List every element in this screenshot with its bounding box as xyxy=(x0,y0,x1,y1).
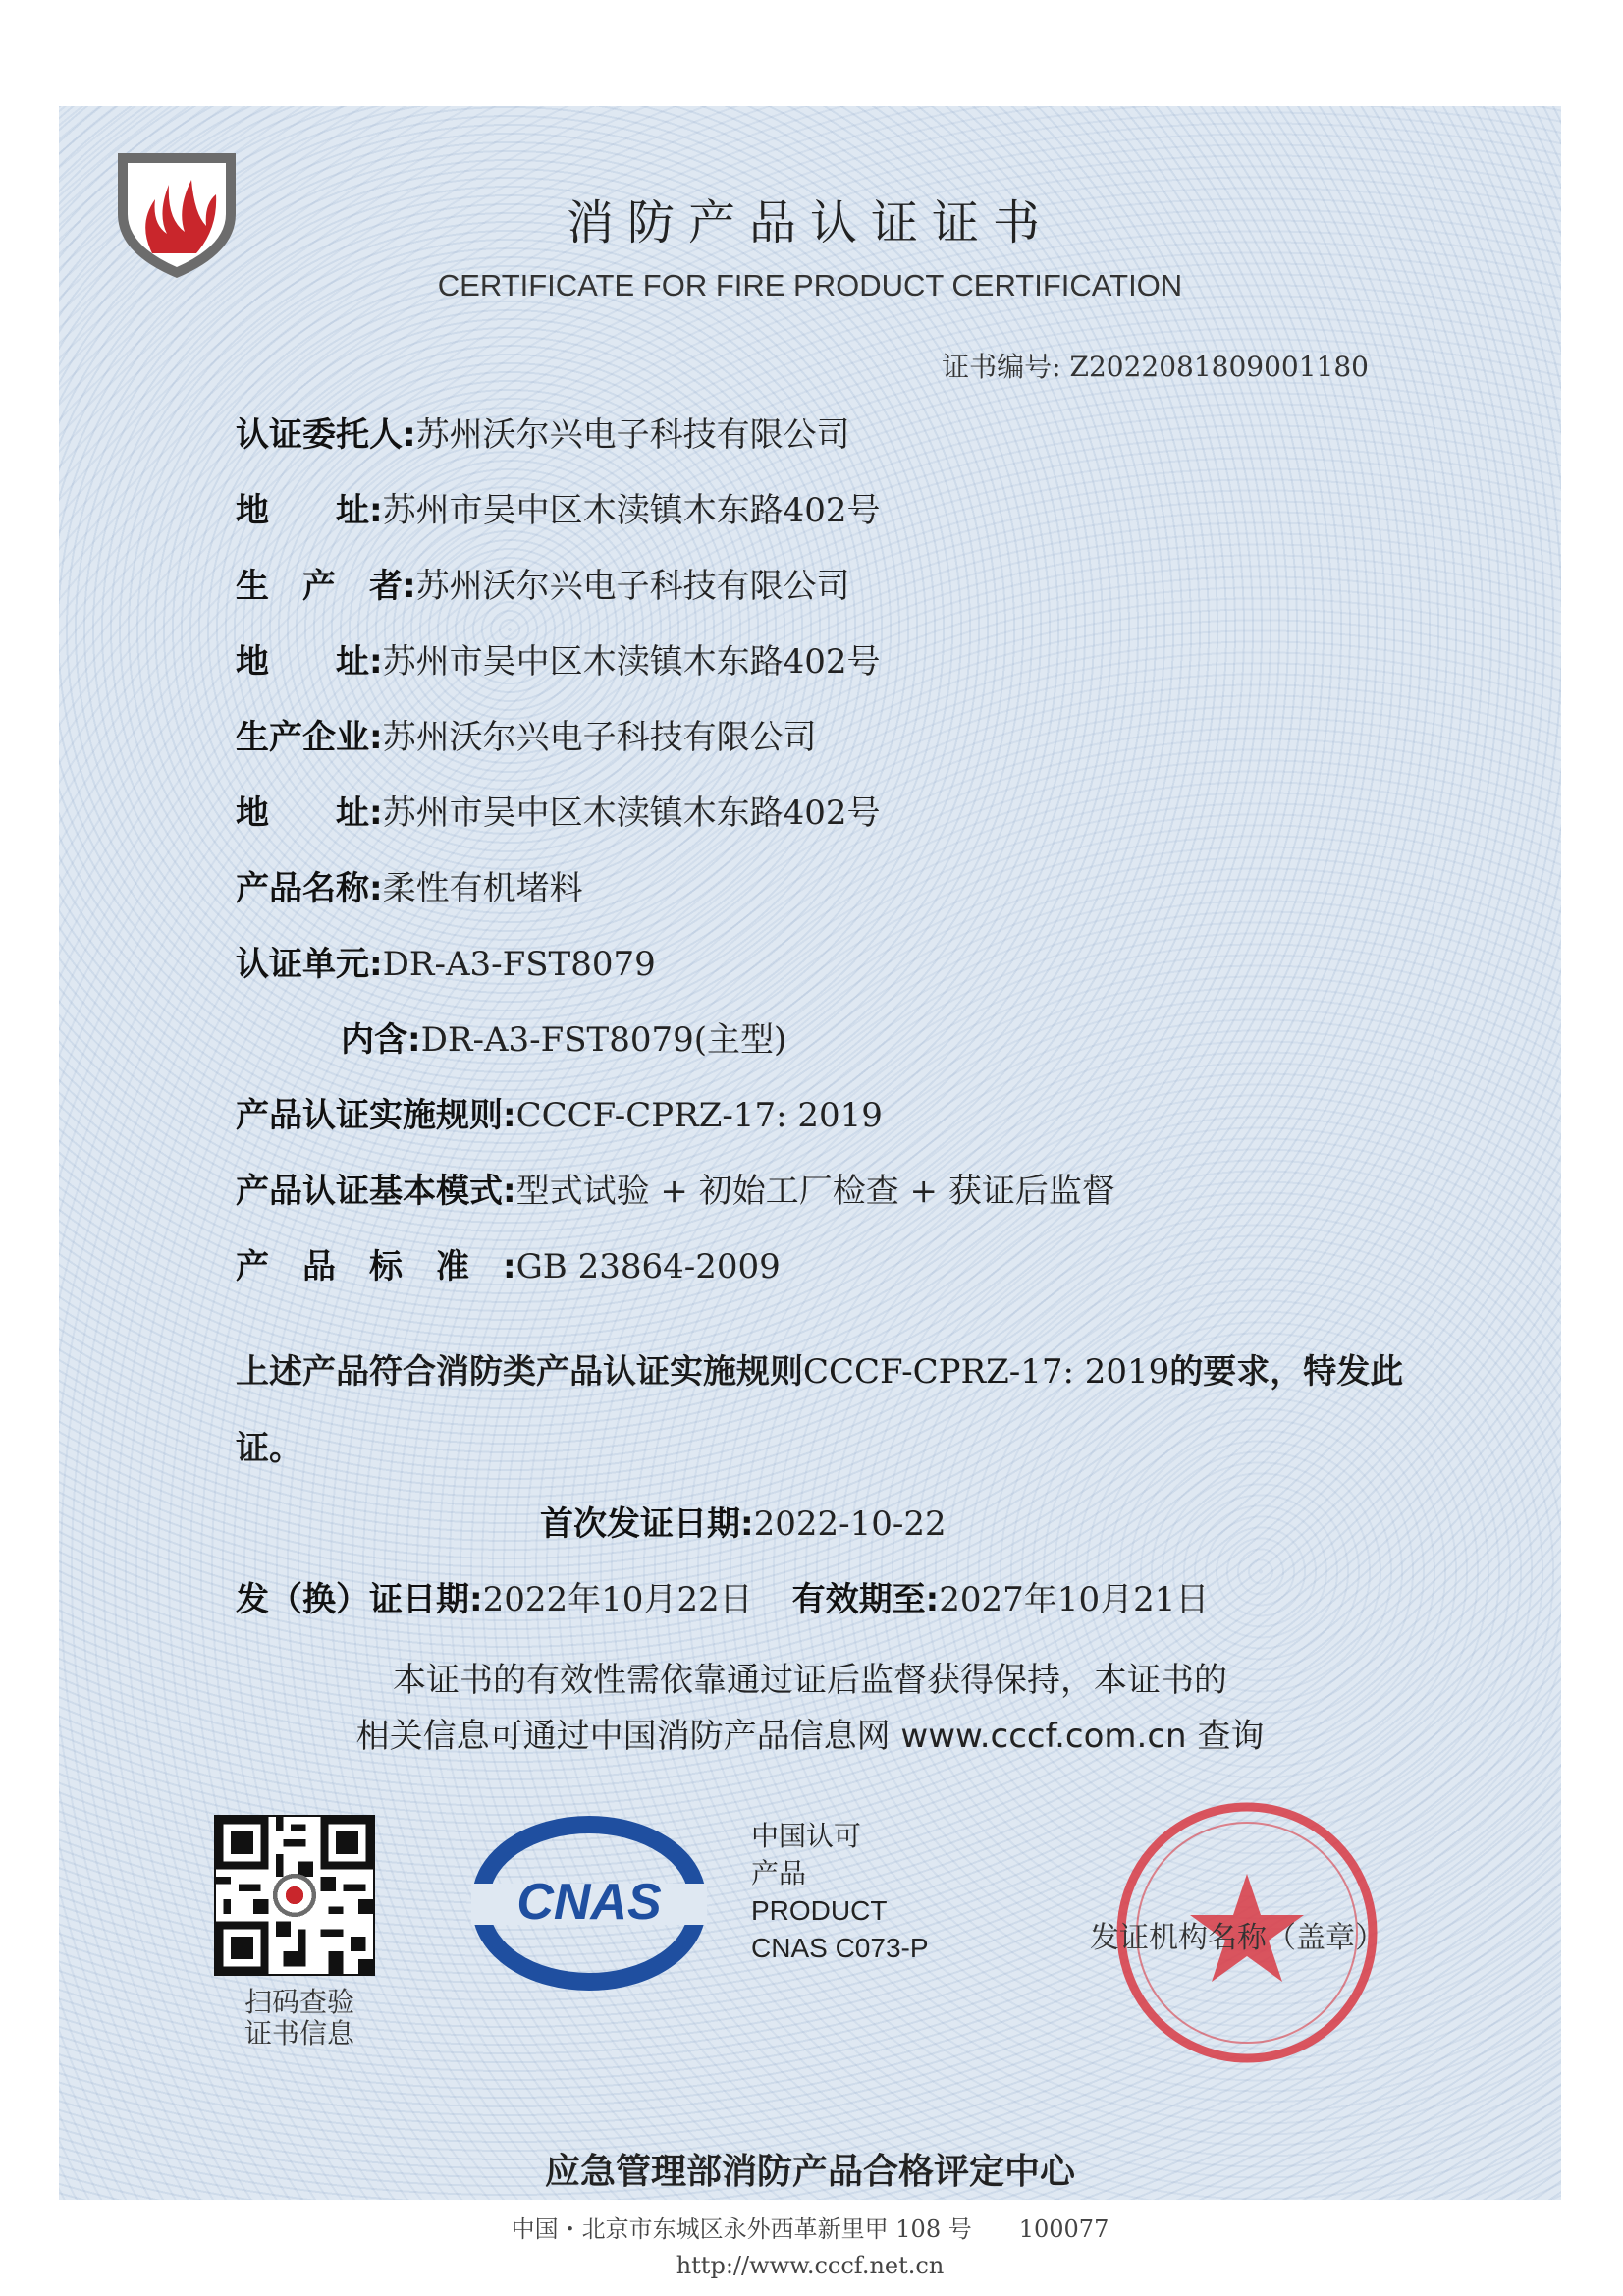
field-label: 地 址: xyxy=(236,642,383,682)
qr-caption: 扫码查验证书信息 xyxy=(243,1986,354,2050)
valid-until-label: 有效期至: xyxy=(791,1580,940,1619)
field-label: 生产企业: xyxy=(236,718,383,757)
issuer-name-label: 发证机构名称（盖章） xyxy=(1090,1921,1384,1955)
conclusion-part1: 上述产品符合消防类产品认证实施规则 xyxy=(236,1352,803,1392)
field-label: 产品认证实施规则: xyxy=(236,1096,516,1135)
field-label: 认证委托人: xyxy=(236,415,416,455)
field-label: 产 品 标 准 : xyxy=(236,1247,516,1286)
field-value: CCCF-CPRZ-17: 2019 xyxy=(515,1096,883,1135)
field-product-standard xyxy=(236,1239,781,1287)
conclusion-statement xyxy=(236,1334,1414,1487)
field-label: 产品认证基本模式: xyxy=(236,1172,516,1211)
field-cert-mode xyxy=(236,1164,1115,1212)
first-issue-value: 2022-10-22 xyxy=(753,1504,947,1544)
cnas-logo-icon xyxy=(461,1815,717,1982)
organization-address: 中国・北京市东城区永外西革新里甲 108 号 100077 xyxy=(511,2215,1109,2243)
field-contains xyxy=(341,1012,786,1061)
field-cert-unit xyxy=(236,937,656,985)
qr-code-icon[interactable] xyxy=(214,1815,375,1976)
validity-notice-line1: 本证书的有效性需依靠通过证后监督获得保持，本证书的 xyxy=(393,1661,1227,1700)
issue-date xyxy=(236,1572,1209,1620)
field-applicant xyxy=(236,408,850,456)
cnas-accreditation-text: 中国认可 产品 PRODUCT CNAS C073-P xyxy=(751,1821,929,1963)
field-label: 产品名称: xyxy=(236,869,383,908)
field-value: 苏州市吴中区木渎镇木东路402号 xyxy=(382,491,881,530)
certificate-number xyxy=(942,346,1369,385)
issue-date-value: 2022年10月22日 xyxy=(482,1580,753,1619)
validity-notice-line2: 相关信息可通过中国消防产品信息网 www.cccf.com.cn 查询 xyxy=(355,1717,1265,1756)
field-producer xyxy=(236,559,850,607)
field-value: 苏州沃尔兴电子科技有限公司 xyxy=(415,567,850,606)
issuing-organization: 应急管理部消防产品合格评定中心 xyxy=(544,2151,1075,2192)
certificate-number-value: Z2022081809001180 xyxy=(1069,351,1369,383)
field-value: DR-A3-FST8079(主型) xyxy=(420,1020,787,1060)
field-product-name xyxy=(236,861,583,909)
field-label: 内含: xyxy=(341,1020,421,1060)
field-label: 地 址: xyxy=(236,793,383,833)
field-applicant-address xyxy=(236,483,881,531)
field-label: 地 址: xyxy=(236,491,383,530)
field-manufacturer-address xyxy=(236,786,881,834)
conclusion-part2: 的要求，特发此证。 xyxy=(236,1352,1404,1468)
field-value: 苏州沃尔兴电子科技有限公司 xyxy=(382,718,817,757)
first-issue-date xyxy=(540,1497,947,1545)
field-value: 苏州市吴中区木渎镇木东路402号 xyxy=(382,642,881,682)
certificate-title-cn: 消防产品认证证书 xyxy=(566,195,1054,250)
organization-url[interactable]: http://www.cccf.net.cn xyxy=(676,2252,945,2279)
conclusion-rule: CCCF-CPRZ-17: 2019 xyxy=(803,1352,1170,1392)
certificate-sheet xyxy=(59,106,1561,2279)
certificate-title-en: CERTIFICATE FOR FIRE PRODUCT CERTIFICATION xyxy=(437,268,1183,302)
field-value: 苏州市吴中区木渎镇木东路402号 xyxy=(382,793,881,833)
field-manufacturer xyxy=(236,710,817,758)
field-label: 生 产 者: xyxy=(236,567,416,606)
field-value: GB 23864-2009 xyxy=(515,1247,781,1286)
valid-until-value: 2027年10月21日 xyxy=(939,1580,1210,1619)
certificate-number-label: 证书编号: xyxy=(942,351,1061,383)
field-value: 柔性有机堵料 xyxy=(382,869,583,908)
field-value: 型式试验 + 初始工厂检查 + 获证后监督 xyxy=(515,1172,1115,1211)
field-implementation-rule xyxy=(236,1088,883,1136)
field-value: DR-A3-FST8079 xyxy=(382,945,656,984)
cnas-logo-text: CNAS xyxy=(516,1874,662,1931)
field-producer-address xyxy=(236,634,881,683)
issue-date-label: 发（换）证日期: xyxy=(236,1580,483,1619)
first-issue-label: 首次发证日期: xyxy=(540,1504,754,1544)
field-label: 认证单元: xyxy=(236,945,383,984)
field-value: 苏州沃尔兴电子科技有限公司 xyxy=(415,415,850,455)
